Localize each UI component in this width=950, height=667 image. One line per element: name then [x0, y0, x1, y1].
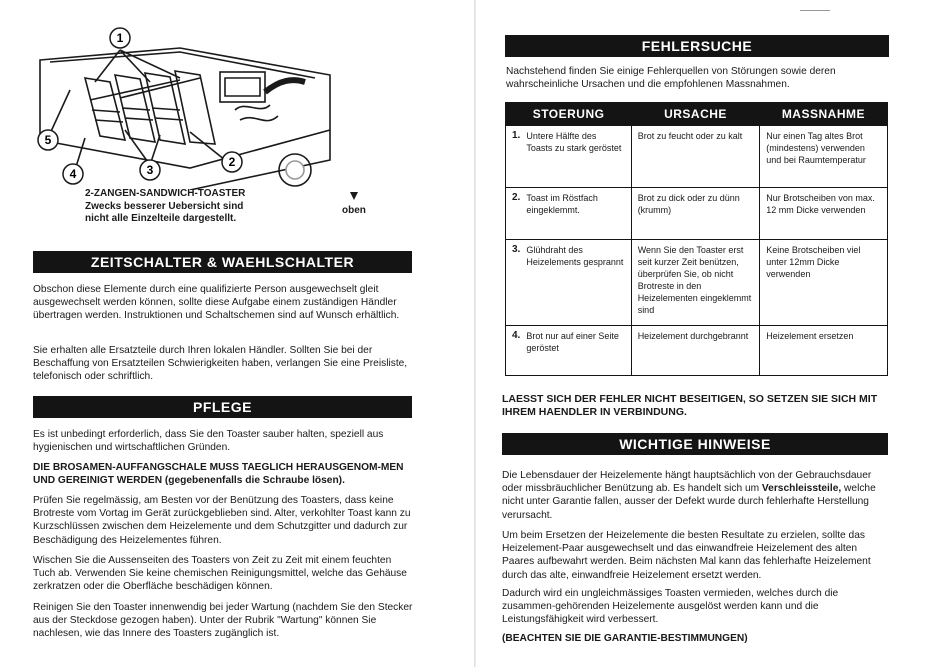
hinweise-paragraph-1	[502, 469, 888, 522]
toaster-diagram	[30, 20, 340, 190]
hinweise-p1-text-a: Die Lebensdauer der Heizelemente hängt hauptsächlich von der Gebrauchsdauer oder missbräuchlicher Benützung ab. Es handelt sich um	[502, 470, 872, 495]
hinweise-paragraph-4: (BEACHTEN SIE DIE GARANTIE-BESTIMMUNGEN)	[502, 633, 748, 644]
heading-fehlersuche: FEHLERSUCHE	[505, 35, 889, 57]
oben-indicator	[342, 190, 366, 216]
header-stoerung: STOERUNG	[506, 103, 632, 126]
massnahme-cell: Keine Brotscheiben viel unter 12mm Dicke verwenden	[760, 240, 888, 326]
ursache-cell: Wenn Sie den Toaster erst seit kurzer Zeit benützen, überprüfen Sie, ob nicht Brotreste in den Heizelementen eingeklemmt sind	[631, 240, 760, 326]
row-number: 4.	[512, 330, 521, 341]
hinweise-p1-text-b: welche nicht unter Garantie fallen, ausser der Defekt wurde durch fehlerhafte Herstellung verursacht.	[502, 483, 876, 521]
diagram-caption-line2: nicht alle Einzelteile dargestellt.	[85, 213, 237, 224]
pflege-paragraph-3: Prüfen Sie regelmässig, am Besten vor der Benützung des Toasters, dass keine Brotreste vom Vortag im Gerät zurückgeblieben sind. Alter, verkohlter Toast kann zu Kurzschlüssen zwischen dem Heizelemente und dem Schutzgitter und dadurch zur Beschädigung des Heizelementes führen.	[33, 495, 411, 546]
callout-4: 4	[69, 167, 77, 181]
header-massnahme: MASSNAHME	[760, 103, 888, 126]
warning-text: LAESST SICH DER FEHLER NICHT BESEITIGEN, SO SETZEN SIE SICH MIT IHREM HAENDLER IN VERBINDUNG.	[502, 393, 878, 419]
pflege-warning: DIE BROSAMEN-AUFFANGSCHALE MUSS TAEGLICH HERAUSGENOM-MEN UND GEREINIGT WERDEN (gegebenenfalls die Schraube lösen).	[33, 462, 404, 487]
stoerung-cell: Untere Hälfte des Toasts zu stark geröstet	[526, 131, 622, 153]
ursache-cell: Heizelement durchgebrannt	[631, 326, 760, 376]
pflege-paragraph-5: Reinigen Sie den Toaster innenwendig bei jeder Wartung (nachdem Sie den Stecker aus der Steckdose gezogen haben). Unter der Rubrik "Wartung" können Sie nachlesen, wie das Innere des Toasters zugänglich ist.	[33, 602, 413, 640]
stoerung-cell: Glühdraht des Heizelements gesprannt	[526, 245, 624, 267]
fehlersuche-intro: Nachstehend finden Sie einige Fehlerquellen von Störungen sowie deren wahrscheinliche Ursachen und die empfohlenen Massnahmen.	[506, 66, 836, 91]
callout-2: 2	[228, 155, 236, 169]
stoerung-cell: Brot nur auf einer Seite geröstet	[526, 331, 619, 353]
callout-3: 3	[146, 163, 154, 177]
header-ursache: URSACHE	[631, 103, 760, 126]
hinweise-paragraph-2: Um beim Ersetzen der Heizelemente die besten Resultate zu erzielen, sollte das Heizelement-Paar ausgewechselt und das einwandfreie Heizelement des alten Paares aufbewahrt werden. Beim nächsten Mal kann das fehlerhafte Heizelement durch das alte, einwandfreie Heizelement ersetzt werden.	[502, 530, 871, 581]
heading-pflege: PFLEGE	[33, 396, 412, 418]
hinweise-p1-bold: Verschleissteile,	[761, 483, 842, 495]
row-number: 3.	[512, 244, 521, 255]
row-number: 1.	[512, 130, 521, 141]
massnahme-cell: Nur Brotscheiben von max. 12 mm Dicke verwenden	[760, 188, 888, 240]
pflege-paragraph-4: Wischen Sie die Aussenseiten des Toasters von Zeit zu Zeit mit einem feuchten Tuch ab. Verwenden Sie keine chemischen Reinigungsmittel, welche das Gehäuse zerkratzen oder die Oberfläche beschädigen können.	[33, 555, 407, 593]
diagram-caption	[85, 188, 245, 226]
diagram-caption-line1: Zwecks besserer Uebersicht sind	[85, 200, 244, 212]
oben-label: oben	[342, 205, 366, 216]
row-number: 2.	[512, 192, 521, 203]
callout-1: 1	[116, 31, 124, 45]
massnahme-cell: Nur einen Tag altes Brot (mindestens) verwenden und bei Raumtemperatur	[760, 126, 888, 188]
heading-wichtige-hinweise: WICHTIGE HINWEISE	[502, 433, 888, 455]
callout-5: 5	[44, 133, 52, 147]
stoerung-cell: Toast im Röstfach eingeklemmt.	[526, 193, 598, 215]
right-page-lower	[475, 0, 950, 667]
arrow-down-icon	[348, 190, 360, 202]
hinweise-paragraph-3: Dadurch wird ein ungleichmässiges Toasten vermieden, welches durch die zusammen-gehörenden Heizelemente ausgelöst werden kann und die Leistungsfähigkeit wird verbessert.	[502, 588, 839, 626]
zeitschalter-paragraph-1: Obschon diese Elemente durch eine qualifizierte Person ausgewechselt gleit ausgewechselt werden können, sollte diese Aufgabe einem zuständigen Händler übertragen werden. Instruktionen und Schaltschemen sind auf Wunsch erhältlich.	[33, 284, 400, 322]
zeitschalter-paragraph-2: Sie erhalten alle Ersatzteile durch Ihren lokalen Händler. Sollten Sie bei der Beschaffung von Ersatzteilen Schwierigkeiten haben, verlangen Sie eine Preisliste, telefonisch oder schriftlich.	[33, 345, 408, 383]
pflege-paragraph-1: Es ist unbedingt erforderlich, dass Sie den Toaster sauber halten, speziell aus hygienischen und wirtschaftlichen Gründen.	[33, 429, 384, 454]
diagram-caption-title: 2-ZANGEN-SANDWICH-TOASTER	[85, 188, 246, 199]
ursache-cell: Brot zu dick oder zu dünn (krumm)	[631, 188, 760, 240]
ursache-cell: Brot zu feucht oder zu kalt	[631, 126, 760, 188]
heading-zeitschalter: ZEITSCHALTER & WAEHLSCHALTER	[33, 251, 412, 273]
massnahme-cell: Heizelement ersetzen	[760, 326, 888, 376]
